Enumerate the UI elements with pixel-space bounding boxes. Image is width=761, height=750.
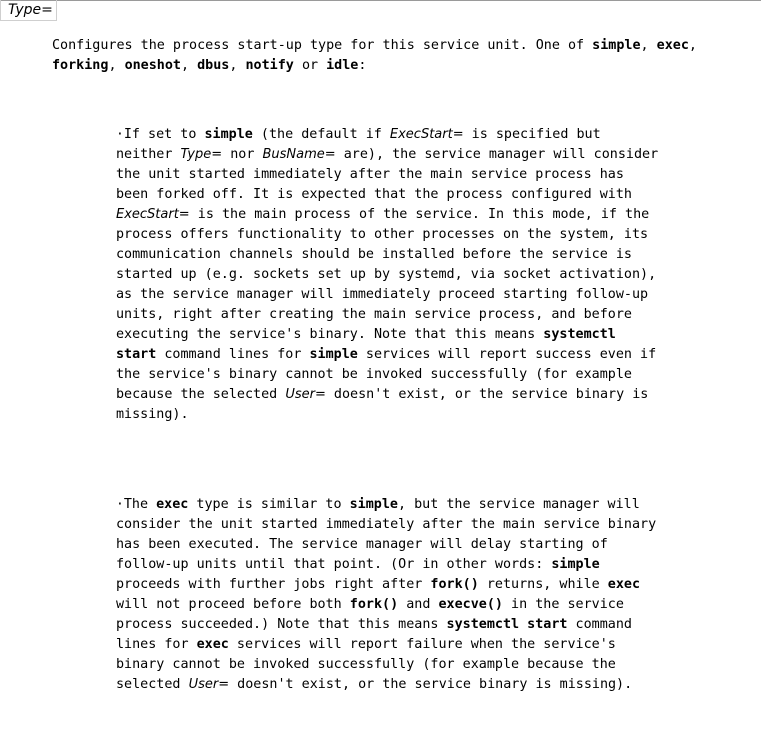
italic-setting: User= [188, 677, 230, 692]
list-item-simple [116, 125, 661, 425]
text-run: doesn't exist, or the service binary is missing). [116, 387, 649, 422]
option-description: Configures the process start-up type for this service unit. One of simple, exec, forking, oneshot, dbus, notify or idle: [52, 38, 697, 73]
bold-term: exec [156, 497, 189, 512]
italic-setting: BusName= [262, 147, 336, 162]
text-run: type is similar to [188, 497, 350, 512]
bold-term: simple [349, 497, 398, 512]
intro-colon: : [358, 58, 367, 73]
text-run: command lines for [116, 617, 632, 652]
bold-term: exec [196, 637, 229, 652]
list-item-text [116, 495, 661, 695]
intro-text: Configures the process start-up type for this service unit. One of [52, 38, 593, 53]
or-word: or [301, 58, 319, 73]
option-value-simple: simple [592, 38, 641, 53]
text-run: , but the service manager will consider the unit started immediately after the main service binary has been executed. The service manager will delay starting of follow-up units until that point. (Or in other words: [116, 497, 657, 572]
option-value-oneshot: oneshot [124, 58, 181, 73]
option-value-idle: idle [326, 58, 359, 73]
bold-term: exec [607, 577, 641, 592]
top-divider [0, 0, 761, 1]
bullet-icon: · [116, 497, 124, 512]
list-item-text [116, 125, 661, 425]
list-item-exec [116, 495, 661, 695]
italic-setting: Type= [180, 147, 223, 162]
text-run: and [398, 597, 439, 612]
italic-setting: ExecStart= [389, 127, 464, 142]
text-run: The [123, 497, 157, 512]
text-run: returns, while [478, 577, 608, 592]
option-value-dbus: dbus [197, 58, 230, 73]
bold-term: simple [309, 347, 358, 362]
bold-term: systemctl start [446, 617, 568, 632]
bold-term: simple [204, 127, 253, 142]
option-value-notify: notify [245, 58, 294, 73]
italic-setting: User= [285, 387, 326, 402]
bold-term: execve() [438, 597, 503, 612]
text-run: will not proceed before both [116, 597, 350, 612]
text-run: services will report success even if the service's binary cannot be invoked successfully (for example because the selected [116, 347, 657, 402]
text-run: command lines for [156, 347, 310, 362]
text-run: is the main process of the service. In this mode, if the process offers functionality to other processes on the system, its communication channels should be installed before the service is started up (e.g. sockets set up by systemd, via socket activation), as the service manager will immediately proceed starting follow-up units, right after creating the main service process, and before executing the service's binary. Note that this means [116, 207, 657, 342]
bullet-icon: · [116, 127, 124, 142]
bold-term: fork() [430, 577, 479, 592]
option-value-forking: forking [52, 58, 109, 73]
text-run: nor [222, 147, 263, 162]
text-run: is specified but neither [116, 127, 601, 162]
text-run: If set to [123, 127, 205, 142]
italic-setting: ExecStart= [116, 207, 190, 222]
option-value-exec: exec [656, 38, 689, 53]
text-run: services will report failure when the service's binary cannot be invoked successfully (for example because the selected [116, 637, 616, 692]
bold-term: simple [551, 557, 600, 572]
term-box [0, 0, 57, 21]
text-run: in the service process succeeded.) Note that this means [116, 597, 624, 632]
text-run: doesn't exist, or the service binary is missing). [229, 677, 633, 692]
text-run: proceeds with further jobs right after [116, 577, 431, 592]
bold-term: fork() [349, 597, 399, 612]
option-term: Type= [8, 2, 53, 18]
text-run: are), the service manager will consider the unit started immediately after the main service process has been forked off. It is expected that the process configured with [116, 147, 659, 202]
bold-term: systemctl start [116, 327, 616, 362]
text-run: (the default if [252, 127, 390, 142]
